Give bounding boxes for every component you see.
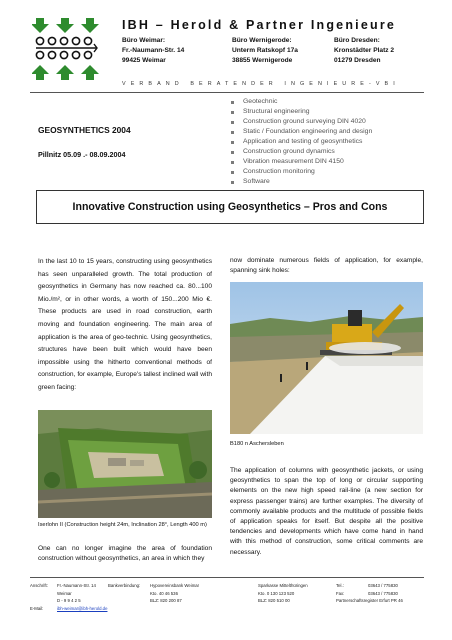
service-item: Structural engineering [230, 107, 372, 117]
article-paragraph-4: One can no longer imagine the area of foundation construction without geosynthetics, an area in which they [38, 545, 212, 563]
photo-caption-right: B180 n Aschersleben [230, 441, 284, 447]
service-item: Construction ground surveying DIN 4020 [230, 117, 372, 127]
office-name: Büro Wernigerode: [232, 37, 292, 44]
office-name: Büro Weimar: [122, 37, 166, 44]
office-weimar [122, 36, 184, 66]
header-divider [30, 92, 424, 93]
article-paragraph-2: now dominate numerous fields of application, for example, spanning sink holes: [230, 257, 423, 274]
footer-bank-2 [258, 582, 308, 605]
footer-bank-code: BLZ: 820 510 00 [258, 598, 290, 604]
footer-address [57, 582, 107, 612]
footer-register: Partnerschaftsregister Erfurt PR 46 [336, 598, 403, 604]
footer-bank-name: Sparkasse Mittelthüringen [258, 583, 308, 588]
footer-label-blank [30, 590, 48, 598]
event-title: GEOSYNTHETICS 2004 [38, 125, 131, 135]
service-item: Static / Foundation engineering and design [230, 127, 372, 137]
footer-divider [30, 577, 424, 578]
footer-tel-value: 03643 / 775830 [368, 583, 398, 588]
footer-postcode: D - 9 9 4 2 5 [57, 598, 81, 604]
company-logo [32, 18, 106, 80]
footer-city: Weimar [57, 590, 72, 596]
article-paragraph-1: In the last 10 to 15 years, constructing using geosynthetics has seen unparalleled growth. The total production of geosynthetics in Germany has now reached ca. 80...100 Mio./m², or in other words, a worth of 150...200 Mio €. These products are used in road construction, earth moving and foundation engineering. The main area of application is the area of geo-technic. Using geosynthetics, structures have been built which would have been impossible using the hitherto conventional methods of construction, for example, Europe's tallest inclined wall with green facing: [38, 258, 212, 391]
footer-email-link[interactable]: ibh-weimar@ibh-herold.de [57, 605, 108, 611]
office-street: Unterm Ratskopf 17a [232, 47, 298, 54]
footer-bank-label-text: Bankverbindung: [108, 583, 141, 588]
footer-label-email: E-Mail: [30, 605, 44, 611]
footer-bank-label [108, 582, 140, 590]
article-paragraph-3: The application of columns with geosynthetic jackets, or using geosynthetics to span the top of long or circular supporting elements on the new high speed rail-line (a new section for express passenger trains) are further examples. The diversity of commonly available products and the multitude of possible fields of application speaks for itself. But despite all the positive tendencies and developments which have come hand in hand with this method of construction, some critical comments are necessary. [230, 467, 423, 556]
footer-labels [30, 582, 48, 612]
photo-caption-left: Iserlohn II (Construction height 24m, Inclination 28°, Length 400 m) [38, 522, 207, 528]
footer-bank-account: Kto. 40 46 536 [150, 590, 178, 596]
service-item: Vibration measurement DIN 4150 [230, 157, 372, 167]
footer-tel-label: Tel.: [336, 583, 344, 588]
office-dresden [334, 36, 394, 66]
event-date: Pillnitz 05.09 .- 08.09.2004 [38, 150, 126, 159]
service-item: Application and testing of geosynthetics [230, 137, 372, 147]
service-item: Geotechnic [230, 97, 372, 107]
construction-site-photo [230, 282, 423, 434]
footer-contact-values [368, 582, 398, 597]
office-city: 38855 Wernigerode [232, 57, 293, 64]
service-item: Construction monitoring [230, 167, 372, 177]
footer-bank-1 [150, 582, 199, 605]
office-street: Kronstädter Platz 2 [334, 47, 395, 54]
footer-street: Fr.-Naumann-Str. 14 [57, 583, 96, 588]
footer-bank-code: BLZ: 820 200 87 [150, 598, 182, 604]
office-name: Büro Dresden: [334, 37, 380, 44]
office-city: 01279 Dresden [334, 57, 381, 64]
service-item: Construction ground dynamics [230, 147, 372, 157]
footer-label-address: Anschrift: [30, 583, 48, 588]
services-list [230, 97, 372, 187]
aerial-wall-photo [38, 410, 212, 518]
office-wernigerode [232, 36, 298, 66]
footer-fax-value: 03643 / 775830 [368, 590, 398, 596]
article-title: Innovative Construction using Geosynthetics – Pros and Cons [36, 190, 424, 224]
company-name: IBH – Herold & Partner Ingenieure [122, 18, 397, 32]
association-line: VERBAND BERATENDER INGENIEURE-VBI [122, 81, 400, 87]
service-item: Software [230, 177, 372, 187]
footer-bank-name: Hypovereinsbank Weimar [150, 583, 200, 588]
footer-fax-label: Fax: [336, 590, 345, 596]
office-city: 99425 Weimar [122, 57, 166, 64]
office-street: Fr.-Naumann-Str. 14 [122, 47, 185, 54]
footer-label-blank [30, 597, 48, 605]
footer-bank-account: Kto. 0 130 123 520 [258, 590, 295, 596]
